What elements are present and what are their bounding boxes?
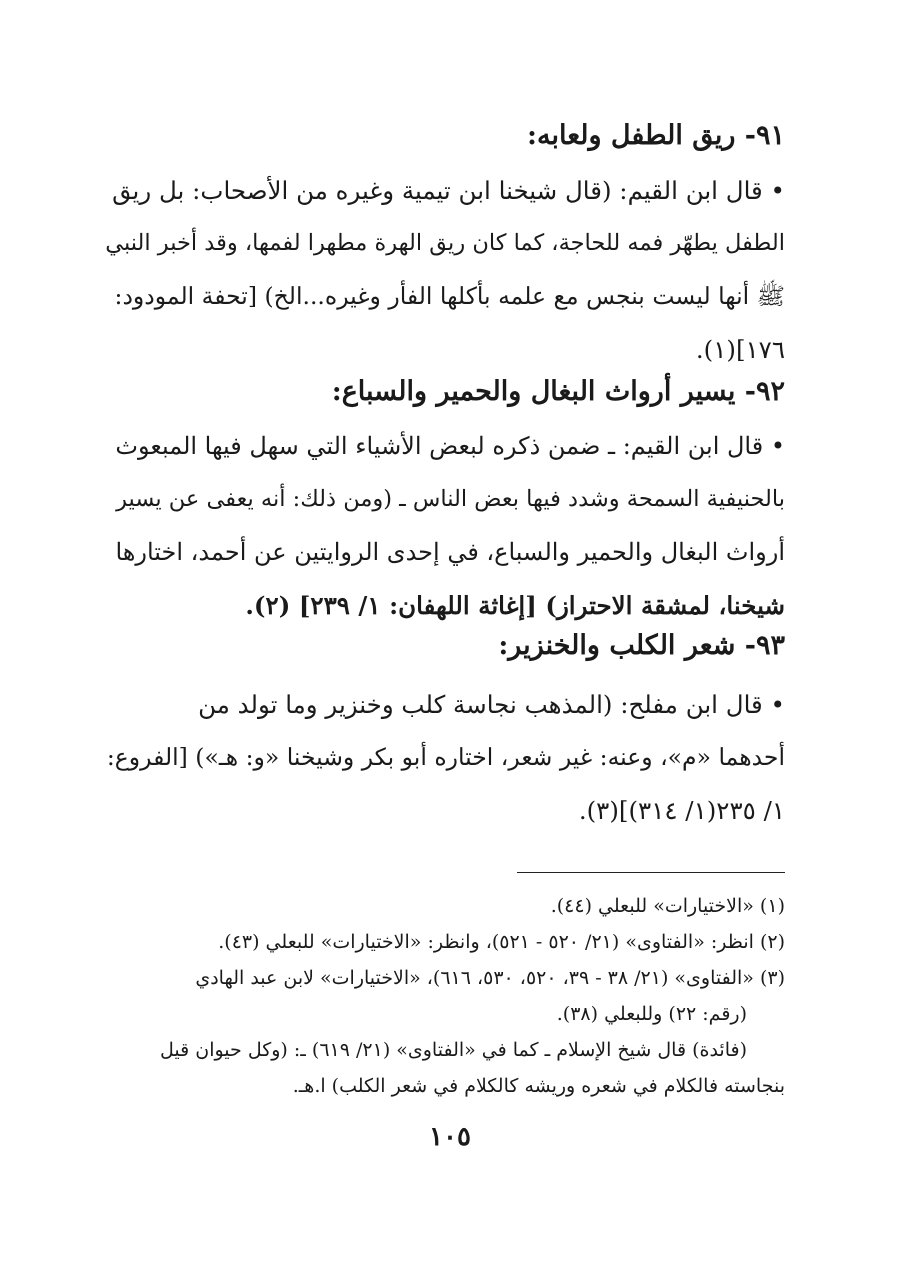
paragraph-line: • قال ابن القيم: ـ ضمن ذكره لبعض الأشياء التي سهل فيها المبعوث [115,432,785,460]
paragraph-line: ١٧٦](١). [695,335,785,364]
section-body-92 [105,420,785,632]
paragraph-line: • قال ابن مفلح: (المذهب نجاسة كلب وخنزير وما تولد من [198,690,785,719]
paragraph-line: شيخنا، لمشقة الاحتراز) [إغاثة اللهفان: ١/ ٢٣٩] (٢). [245,591,785,620]
footnote-1: (١) «الاختيارات» للبعلي (٤٤). [550,895,785,917]
paragraph-line: أرواث البغال والحمير والسباع، في إحدى الروايتين عن أحمد، اختارها [115,538,785,566]
footnote-3-continued: (رقم: ٢٢) وللبعلي (٣٨). [556,1003,747,1025]
footnote-3: (٣) «الفتاوى» (٢١/ ٣٨ - ٣٩، ٥٢٠، ٥٣٠، ٦١٦)، «الاختيارات» لابن عبد الهادي [195,967,785,989]
footnote-note: (فائدة) قال شيخ الإسلام ـ كما في «الفتاوى» (٢١/ ٦١٩) ـ: (وكل حيوان قيل [160,1039,747,1061]
paragraph-line: ١/ ٢٣٥(١/ ٣١٤)](٣). [578,796,785,825]
paragraph-line: بالحنيفية السمحة وشدد فيها بعض الناس ـ (ومن ذلك: أنه يعفى عن يسير [116,486,785,512]
section-heading-91: ٩١- ريق الطفل ولعابه: [527,120,785,151]
footnote-2: (٢) انظر: «الفتاوى» (٢١/ ٥٢٠ - ٥٢١)، وانظر: «الاختيارات» للبعلي (٤٣). [218,931,785,953]
section-body-91 [105,164,785,376]
paragraph-line: • قال ابن القيم: (قال شيخنا ابن تيمية وغيره من الأصحاب: بل ريق [112,176,785,205]
paragraph-line: أحدهما «م»، وعنه: غير شعر، اختاره أبو بكر وشيخنا «و: هـ») [الفروع: [106,743,785,771]
footnotes [105,888,785,1104]
footnote-note-continued: بنجاسته فالكلام في شعره وريشه كالكلام في شعر الكلب) ا.هـ. [292,1075,785,1097]
section-heading-92: ٩٢- يسير أرواث البغال والحمير والسباع: [331,376,785,407]
page-number: ١٠٥ [429,1122,471,1152]
section-heading-93: ٩٣- شعر الكلب والخنزير: [498,630,785,661]
paragraph-line: ﷺ أنها ليست بنجس مع علمه بأكلها الفأر وغيره...الخ) [تحفة المودود: [114,282,785,310]
section-body-93 [105,678,785,837]
paragraph-line: الطفل يطهّر فمه للحاجة، كما كان ريق الهرة مطهرا لفمها، وقد أخبر النبي [105,230,785,256]
footnote-separator [517,872,785,873]
